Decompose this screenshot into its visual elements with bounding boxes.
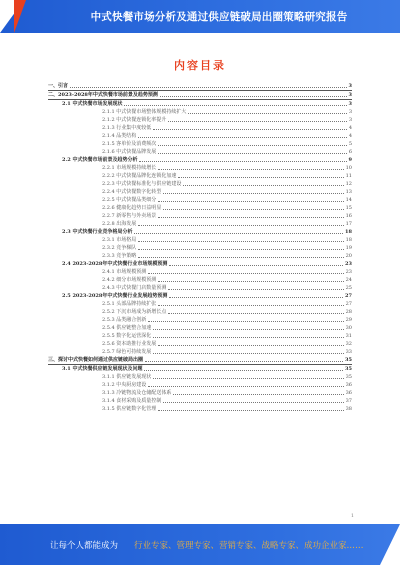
toc-entry-title: 2.5.4 供应链整合加速: [102, 325, 152, 331]
toc-entry-page: 24: [345, 277, 352, 283]
toc-entry-page: 23: [345, 269, 352, 275]
toc-entry[interactable]: [48, 188, 352, 196]
toc-entry-title: 2.2.8 出海发展: [102, 221, 137, 227]
toc-entry-page: 18: [345, 229, 352, 235]
toc-entry[interactable]: [48, 397, 352, 405]
toc-entry-title: 2.4.3 中式快餐门店数量预测: [102, 285, 167, 291]
toc-leader-dots: [158, 201, 343, 202]
toc-entry[interactable]: [48, 91, 352, 100]
toc-leader-dots: [153, 337, 343, 338]
toc-entry[interactable]: [48, 180, 352, 188]
toc-entry-title: 2.2 中式快餐市场前景及趋势分析: [62, 157, 138, 163]
toc-entry[interactable]: [48, 132, 352, 140]
toc-leader-dots: [148, 273, 343, 274]
toc-leader-dots: [168, 313, 343, 314]
toc-entry[interactable]: [48, 300, 352, 308]
toc-entry-page: 28: [345, 309, 352, 315]
toc-entry-page: 16: [345, 213, 352, 219]
toc-leader-dots: [138, 137, 347, 138]
toc-leader-dots: [138, 249, 343, 250]
toc-entry-title: 2.4.2 细分市场规模预测: [102, 277, 157, 283]
toc-entry-page: 27: [345, 301, 352, 307]
toc-entry-page: 3: [348, 83, 352, 89]
toc-leader-dots: [158, 305, 343, 306]
report-header-banner: [0, 0, 400, 33]
toc-entry[interactable]: [48, 308, 352, 316]
toc-leader-dots: [163, 193, 343, 194]
toc-leader-dots: [158, 153, 347, 154]
toc-leader-dots: [160, 96, 347, 97]
toc-entry-page: 36: [345, 390, 352, 396]
toc-entry[interactable]: [48, 172, 352, 180]
toc-entry-page: 17: [345, 221, 352, 227]
toc-leader-dots: [144, 370, 343, 371]
toc-leader-dots: [158, 281, 343, 282]
toc-entry[interactable]: [48, 236, 352, 244]
toc-entry-page: 27: [345, 293, 352, 299]
toc-entry-page: 3: [348, 109, 352, 115]
toc-entry-page: 4: [348, 133, 352, 139]
toc-entry-title: 2.2.5 中式快餐品类细分: [102, 197, 157, 203]
toc-leader-dots: [158, 410, 343, 411]
toc-entry-title: 2.3.1 市场格局: [102, 237, 137, 243]
toc-entry-page: 31: [345, 333, 352, 339]
toc-entry[interactable]: [48, 116, 352, 124]
toc-entry-title: 2.2.2 中式快餐品牌化连锁化加速: [102, 173, 177, 179]
toc-entry-title: 2.4.1 市场规模预测: [102, 269, 147, 275]
footer-banner: [0, 524, 400, 565]
toc-entry-title: 三、探讨中式快餐如何通过供应链破局出圈: [48, 357, 144, 363]
toc-leader-dots: [173, 394, 343, 395]
footer-slogan-right: 行业专家、管理专家、营销专家、战略专家、成功企业家……: [134, 541, 364, 551]
toc-entry-page: 3: [348, 101, 352, 107]
report-title: 中式快餐市场分析及通过供应链破局出圈策略研究报告: [90, 11, 348, 23]
toc-entry-page: 15: [345, 205, 352, 211]
toc-entry-title: 2.1.5 客单价及消费频次: [102, 141, 157, 147]
toc-entry-title: 2.5 2023-2028年中式快餐行业发展趋势预测: [62, 293, 168, 299]
toc-entry[interactable]: [48, 220, 352, 228]
toc-leader-dots: [183, 185, 343, 186]
toc-entry-title: 2.5.7 绿色可持续发展: [102, 349, 152, 355]
toc-entry[interactable]: [48, 389, 352, 397]
toc-leader-dots: [158, 345, 343, 346]
toc-entry[interactable]: [48, 284, 352, 292]
toc-leader-dots: [148, 321, 343, 322]
toc-entry-page: 14: [345, 197, 352, 203]
toc-leader-dots: [169, 265, 343, 266]
toc-entry-title: 2.3.2 竞争梯队: [102, 245, 137, 251]
toc-leader-dots: [124, 105, 346, 106]
toc-leader-dots: [168, 289, 343, 290]
toc-entry[interactable]: [48, 82, 352, 91]
toc-leader-dots: [168, 121, 346, 122]
toc-entry-page: 30: [345, 325, 352, 331]
toc-leader-dots: [145, 361, 343, 362]
footer-slogan-left: 让每个人都能成为: [50, 541, 119, 551]
toc-entry[interactable]: [48, 405, 352, 413]
toc-entry-title: 2.2.7 新零售与外卖场景: [102, 213, 157, 219]
toc-entry-page: 13: [345, 189, 352, 195]
toc-entry-page: 35: [345, 366, 352, 372]
toc-entry[interactable]: [48, 356, 352, 365]
toc-leader-dots: [153, 353, 343, 354]
toc-entry-title: 2.1.2 中式快餐连锁化率提升: [102, 117, 167, 123]
toc-leader-dots: [148, 386, 343, 387]
toc-entry[interactable]: [48, 324, 352, 332]
toc-entry-page: 35: [345, 357, 352, 363]
toc-entry-page: 35: [345, 374, 352, 380]
toc-entry-title: 2.5.3 品类融合创新: [102, 317, 147, 323]
toc-entry[interactable]: [48, 292, 352, 300]
toc-entry-title: 2.5.5 数字化运营深化: [102, 333, 152, 339]
toc-entry-page: 29: [345, 317, 352, 323]
footer-corner: [380, 524, 400, 565]
toc-entry[interactable]: [48, 148, 352, 156]
toc-entry-page: 20: [345, 253, 352, 259]
toc-entry[interactable]: [48, 244, 352, 252]
toc-leader-dots: [158, 217, 343, 218]
toc-entry[interactable]: [48, 332, 352, 340]
toc-entry[interactable]: [48, 124, 352, 132]
toc-entry[interactable]: [48, 164, 352, 172]
toc-entry[interactable]: [48, 381, 352, 389]
toc-entry-title: 2.1.6 中式快餐品牌发展: [102, 149, 157, 155]
toc-entry-title: 2.1.1 中式快餐市场整体规模持续扩大: [102, 109, 187, 115]
toc-entry-page: 19: [345, 245, 352, 251]
toc-entry-title: 3.1 中式快餐供应链发展现状及问题: [62, 366, 143, 372]
toc-entry-title: 2.4 2023-2028年中式快餐行业市场规模预测: [62, 261, 168, 267]
toc-entry-title: 3.1.5 供应链数字化管理: [102, 406, 157, 412]
page-number: 1: [350, 513, 354, 519]
toc-entry-page: 37: [345, 398, 352, 404]
toc-entry-page: 38: [345, 406, 352, 412]
toc-entry[interactable]: [48, 260, 352, 268]
toc-entry-title: 一、引言: [48, 83, 69, 89]
toc-entry-page: 5: [348, 141, 352, 147]
toc-entry[interactable]: [48, 252, 352, 260]
toc-leader-dots: [138, 257, 343, 258]
toc-entry-page: 36: [345, 382, 352, 388]
toc-entry[interactable]: [48, 228, 352, 236]
toc-entry[interactable]: [48, 140, 352, 148]
toc-entry-page: 9: [348, 157, 352, 163]
toc-leader-dots: [153, 378, 343, 379]
toc-entry-page: 3: [348, 117, 352, 123]
toc-leader-dots: [134, 233, 343, 234]
toc-entry-title: 2.2.4 中式快餐数字化转型: [102, 189, 162, 195]
toc-entry-title: 2.3.3 竞争策略: [102, 253, 137, 259]
toc-entry-title: 2.3 中式快餐行业竞争格局分析: [62, 229, 133, 235]
toc-entry-title: 2.5.2 下沉市场成为新增长点: [102, 309, 167, 315]
toc-entry-page: 33: [345, 349, 352, 355]
toc-entry-page: 6: [348, 149, 352, 155]
toc-entry-title: 2.1 中式快餐市场发展现状: [62, 101, 123, 107]
toc-entry-page: 12: [345, 181, 352, 187]
toc-leader-dots: [169, 297, 343, 298]
toc-leader-dots: [178, 177, 343, 178]
toc-entry[interactable]: [48, 373, 352, 381]
toc-leader-dots: [163, 402, 343, 403]
toc-entry-page: 18: [345, 237, 352, 243]
toc-entry-title: 3.1.4 食材采购及质量控制: [102, 398, 162, 404]
toc-leader-dots: [139, 161, 346, 162]
toc-leader-dots: [138, 241, 343, 242]
toc-entry-title: 2.2.1 市场规模持续增长: [102, 165, 157, 171]
toc-entry-title: 2.2.3 中式快餐标准化与供应链建设: [102, 181, 182, 187]
header-corner-accent: [14, 0, 26, 33]
toc-entry-page: 4: [348, 125, 352, 131]
toc-leader-dots: [153, 329, 343, 330]
toc-entry-page: 3: [348, 92, 352, 98]
toc-entry-page: 11: [345, 173, 352, 179]
toc-leader-dots: [163, 209, 343, 210]
toc-entry-page: 23: [345, 261, 352, 267]
toc-leader-dots: [70, 87, 347, 88]
toc-entry[interactable]: [48, 212, 352, 220]
toc-entry-page: 32: [345, 341, 352, 347]
toc-entry-page: 10: [345, 165, 352, 171]
toc-entry-title: 2.5.1 头部品牌持续扩张: [102, 301, 157, 307]
toc-entry-title: 3.1.1 供应链发展现状: [102, 374, 152, 380]
toc-entry[interactable]: [48, 108, 352, 116]
toc-entry-title: 2.1.3 行业集中度较低: [102, 125, 152, 131]
toc-entry-title: 二、2023-2028年中式快餐市场前景及趋势预测: [48, 92, 158, 98]
toc-leader-dots: [158, 145, 347, 146]
table-of-contents: [48, 82, 352, 413]
toc-leader-dots: [138, 225, 343, 226]
toc-entry-title: 3.1.2 中央厨房建设: [102, 382, 147, 388]
toc-leader-dots: [158, 169, 343, 170]
toc-entry[interactable]: [48, 204, 352, 212]
toc-entry[interactable]: [48, 156, 352, 164]
toc-entry[interactable]: [48, 196, 352, 204]
toc-entry[interactable]: [48, 348, 352, 356]
toc-entry-title: 2.2.6 健康化趋势日益明显: [102, 205, 162, 211]
toc-entry-title: 3.1.3 冷链物流及仓储配送体系: [102, 390, 172, 396]
toc-entry-title: 2.5.6 资本助推行业发展: [102, 341, 157, 347]
toc-entry-title: 2.1.4 品类结构: [102, 133, 137, 139]
toc-entry[interactable]: [48, 276, 352, 284]
toc-entry[interactable]: [48, 316, 352, 324]
toc-entry-page: 25: [345, 285, 352, 291]
toc-leader-dots: [188, 113, 346, 114]
toc-heading: 内容目录: [174, 59, 226, 72]
toc-entry[interactable]: [48, 100, 352, 108]
toc-leader-dots: [153, 129, 347, 130]
toc-entry[interactable]: [48, 365, 352, 373]
toc-entry[interactable]: [48, 268, 352, 276]
toc-entry[interactable]: [48, 340, 352, 348]
